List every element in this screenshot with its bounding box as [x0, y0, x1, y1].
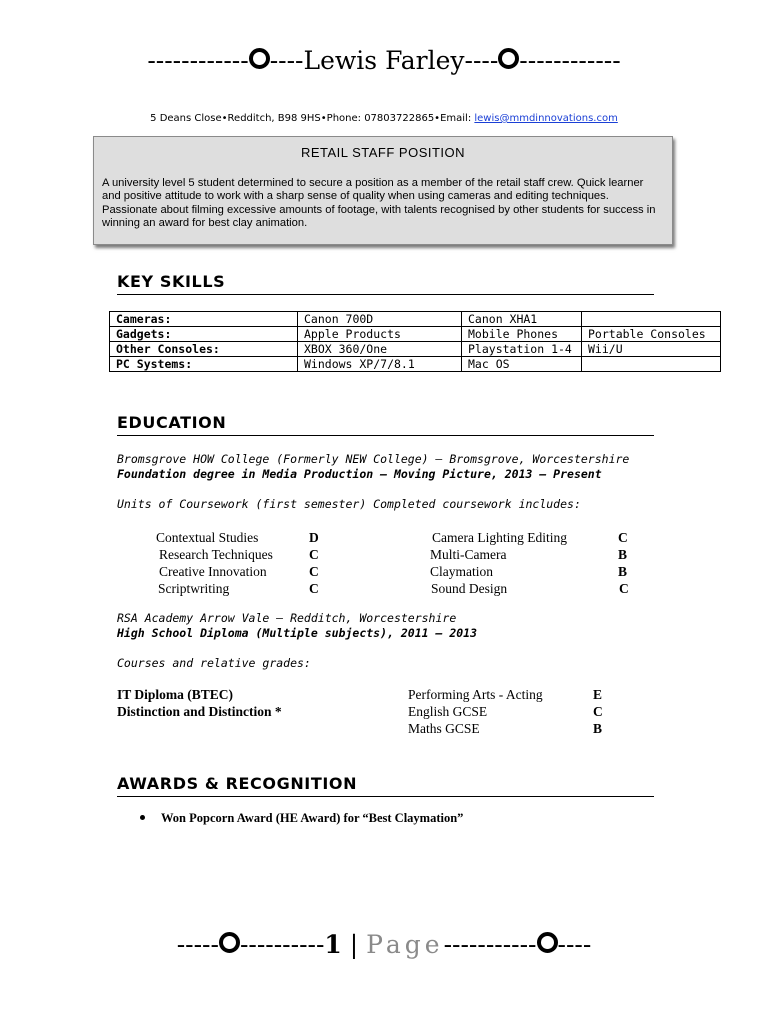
header-dashes-left: ------------ — [147, 46, 249, 75]
table-row — [110, 342, 721, 357]
name-header — [0, 46, 768, 75]
unit-grade: C — [309, 547, 319, 562]
email-link[interactable]: lewis@mmdinnovations.com — [474, 113, 618, 124]
skill-cell: Portable Consoles — [582, 327, 721, 342]
page-number: 1 — [324, 930, 342, 959]
circle-icon — [249, 48, 270, 69]
award-text: Won Popcorn Award (HE Award) for “Best Claymation” — [161, 811, 464, 825]
course-grade: B — [593, 721, 603, 736]
circle-icon — [537, 932, 558, 953]
unit-grade: C — [309, 564, 319, 579]
unit-grade: C — [618, 530, 628, 545]
summary-body: A university level 5 student determined to secure a position as a member of the retail staff crew. Quick learner and positive attitude to work with a sharp sense of quality when using cameras and editing techniques. Passionate about filming excessive amounts of footage, with talents recognised by other students for success in winning an award for best clay animation. — [102, 177, 656, 230]
footer-dashes-right: ---- — [557, 930, 592, 959]
skill-label: Gadgets: — [110, 327, 298, 342]
unit-name: Research Techniques — [159, 547, 273, 562]
key-skills-table — [109, 311, 721, 372]
course-name: English GCSE — [408, 704, 488, 719]
skill-cell — [582, 312, 721, 327]
unit-grade: B — [618, 564, 628, 579]
skill-cell: XBOX 360/One — [298, 342, 462, 357]
unit-name: Claymation — [430, 564, 493, 579]
table-row — [110, 312, 721, 327]
skill-cell: Canon 700D — [298, 312, 462, 327]
unit-grade: B — [618, 547, 628, 562]
unit-name: Scriptwriting — [158, 581, 230, 596]
key-skills-heading: KEY SKILLS — [117, 272, 654, 295]
summary-title: RETAIL STAFF POSITION — [300, 145, 466, 160]
circle-icon — [219, 932, 240, 953]
summary-box — [93, 136, 673, 245]
skill-cell — [582, 357, 721, 372]
skill-cell: Mobile Phones — [462, 327, 582, 342]
it-diploma-grade: Distinction and Distinction * — [117, 704, 282, 719]
units-intro: Units of Coursework (first semester) Completed coursework includes: — [117, 497, 581, 511]
school-name: RSA Academy Arrow Vale – Redditch, Worcestershire — [117, 611, 457, 625]
course-name: Performing Arts - Acting — [408, 687, 543, 702]
it-diploma: IT Diploma (BTEC) — [117, 687, 234, 702]
skill-label: Cameras: — [110, 312, 298, 327]
header-dashes-mid-left: ---- — [269, 46, 304, 75]
list-item — [140, 811, 463, 826]
page-footer — [0, 930, 768, 959]
skill-cell: Apple Products — [298, 327, 462, 342]
footer-dashes-left: ----- — [176, 930, 219, 959]
bullet-icon — [140, 815, 145, 820]
contact-line — [0, 113, 768, 124]
circle-icon — [498, 48, 519, 69]
skill-cell: Windows XP/7/8.1 — [298, 357, 462, 372]
table-row — [110, 327, 721, 342]
unit-name: Sound Design — [431, 581, 508, 596]
unit-name: Creative Innovation — [159, 564, 267, 579]
diploma-title: High School Diploma (Multiple subjects), 2011 – 2013 — [117, 626, 478, 640]
courses-intro: Courses and relative grades: — [117, 656, 311, 670]
page-word: Page — [366, 930, 444, 959]
unit-grade: C — [309, 581, 319, 596]
unit-grade: D — [309, 530, 319, 545]
skill-cell: Wii/U — [582, 342, 721, 357]
header-dashes-right: ------------ — [519, 46, 621, 75]
course-grade: C — [593, 704, 603, 719]
degree-title: Foundation degree in Media Production – Moving Picture, 2013 – Present — [117, 467, 602, 481]
skill-cell: Canon XHA1 — [462, 312, 582, 327]
skill-label: PC Systems: — [110, 357, 298, 372]
skill-cell: Playstation 1-4 — [462, 342, 582, 357]
course-name: Maths GCSE — [408, 721, 480, 736]
course-grade: E — [593, 687, 603, 702]
candidate-name: Lewis Farley — [303, 46, 465, 75]
contact-details: 5 Deans Close•Redditch, B98 9HS•Phone: 07803722865•Email: — [150, 113, 475, 124]
unit-grade: C — [619, 581, 629, 596]
awards-heading: AWARDS & RECOGNITION — [117, 774, 654, 797]
unit-name: Multi-Camera — [430, 547, 507, 562]
skill-label: Other Consoles: — [110, 342, 298, 357]
unit-name: Contextual Studies — [156, 530, 259, 545]
skill-cell: Mac OS — [462, 357, 582, 372]
footer-dashes-mid: ---------- — [239, 930, 325, 959]
header-dashes-mid-right: ---- — [464, 46, 499, 75]
education-heading: EDUCATION — [117, 413, 654, 436]
footer-dashes-after: ----------- — [443, 930, 537, 959]
college-name: Bromsgrove HOW College (Formerly NEW College) – Bromsgrove, Worcestershire — [117, 452, 630, 466]
page-separator: | — [349, 930, 359, 959]
table-row — [110, 357, 721, 372]
unit-name: Camera Lighting Editing — [432, 530, 567, 545]
